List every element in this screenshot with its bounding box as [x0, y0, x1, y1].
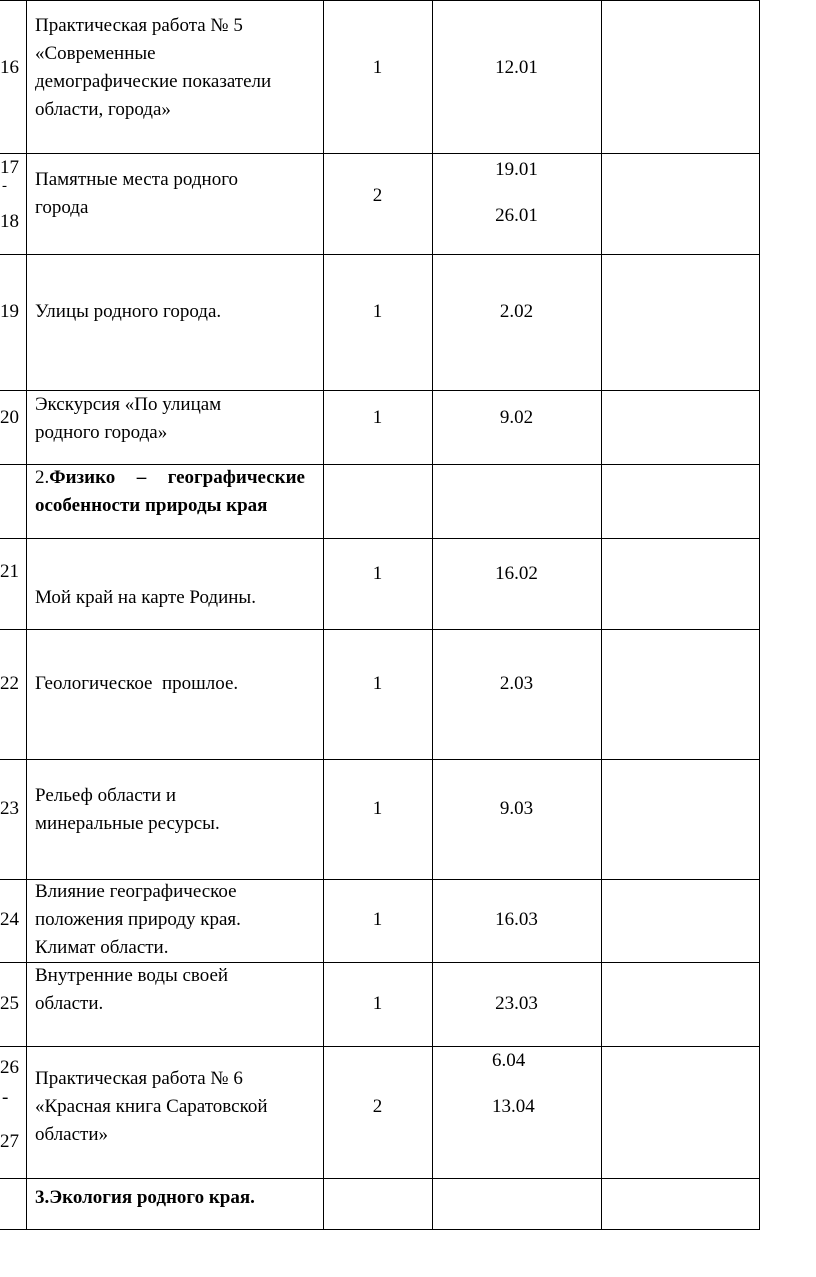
date-value: 13.04 — [492, 1096, 535, 1117]
topic-line: области, города» — [35, 99, 171, 120]
date-value: 19.01 — [495, 159, 538, 180]
date-value: 9.02 — [499, 407, 534, 428]
section-title-line: 3.Экология родного края. — [35, 1187, 255, 1208]
lesson-number: 24 — [0, 909, 19, 930]
topic-line: родного города» — [35, 422, 168, 443]
lesson-number: - — [2, 178, 7, 194]
topic-line: Практическая работа № 5 — [35, 15, 243, 36]
section-title-line: особенности природы края — [35, 495, 268, 516]
date-value: 16.02 — [495, 563, 538, 584]
topic-line: «Современные — [35, 43, 156, 64]
hours-value: 1 — [372, 563, 383, 584]
lesson-number: 21 — [0, 561, 19, 582]
topic-line: области» — [35, 1124, 109, 1145]
hours-value: 1 — [372, 407, 383, 428]
topic-line: Рельеф области и — [35, 785, 177, 806]
topic-line: Геологическое прошлое. — [35, 673, 239, 694]
hours-value: 1 — [372, 301, 383, 322]
date-value: 6.04 — [492, 1050, 526, 1071]
date-value: 16.03 — [495, 909, 538, 930]
topic-line: минеральные ресурсы. — [35, 813, 220, 834]
topic-line: Климат области. — [35, 937, 169, 958]
topic-line: Практическая работа № 6 — [35, 1068, 243, 1089]
topic-line: демографические показатели — [35, 71, 272, 92]
hours-value: 2 — [372, 1096, 383, 1117]
hours-value: 1 — [372, 909, 383, 930]
lesson-number: 18 — [0, 211, 19, 232]
topic-line: Улицы родного города. — [35, 301, 222, 322]
lesson-number: 17 — [0, 157, 19, 178]
hours-value: 1 — [372, 673, 383, 694]
topic-line: положения природу края. — [35, 909, 241, 930]
lesson-number: 16 — [0, 57, 19, 78]
lesson-number: 20 — [0, 407, 19, 428]
topic-line: Влияние географическое — [35, 881, 237, 902]
lesson-number: - — [2, 1087, 9, 1108]
hours-value: 1 — [372, 57, 383, 78]
topic-line: Мой край на карте Родины. — [35, 587, 256, 608]
topic-line: Экскурсия «По улицам — [35, 394, 222, 415]
date-value: 26.01 — [495, 205, 538, 226]
lesson-number: 22 — [0, 673, 19, 694]
topic-line: «Красная книга Саратовской — [35, 1096, 268, 1117]
date-value: 9.03 — [499, 798, 534, 819]
topic-line: Внутренние воды своей — [35, 965, 229, 986]
topic-line: Памятные места родного — [35, 169, 239, 190]
date-value: 2.03 — [499, 673, 534, 694]
lesson-number: 25 — [0, 993, 19, 1014]
lesson-number: 23 — [0, 798, 19, 819]
section-title-word: Физико — [49, 467, 116, 488]
hours-value: 1 — [372, 993, 383, 1014]
topic-line: области. — [35, 993, 104, 1014]
section-title-word: – — [136, 467, 147, 488]
date-value: 23.03 — [495, 993, 538, 1014]
lesson-number: 26 — [0, 1057, 19, 1078]
lesson-number: 19 — [0, 301, 19, 322]
section-title-word: географические — [167, 467, 305, 488]
section-title-line — [35, 464, 305, 492]
date-value: 2.02 — [499, 301, 534, 322]
section-number: 2. — [35, 467, 50, 488]
lesson-number: 27 — [0, 1131, 19, 1152]
hours-value: 1 — [372, 798, 383, 819]
date-value: 12.01 — [495, 57, 538, 78]
hours-value: 2 — [372, 185, 383, 206]
topic-line: города — [35, 197, 89, 218]
